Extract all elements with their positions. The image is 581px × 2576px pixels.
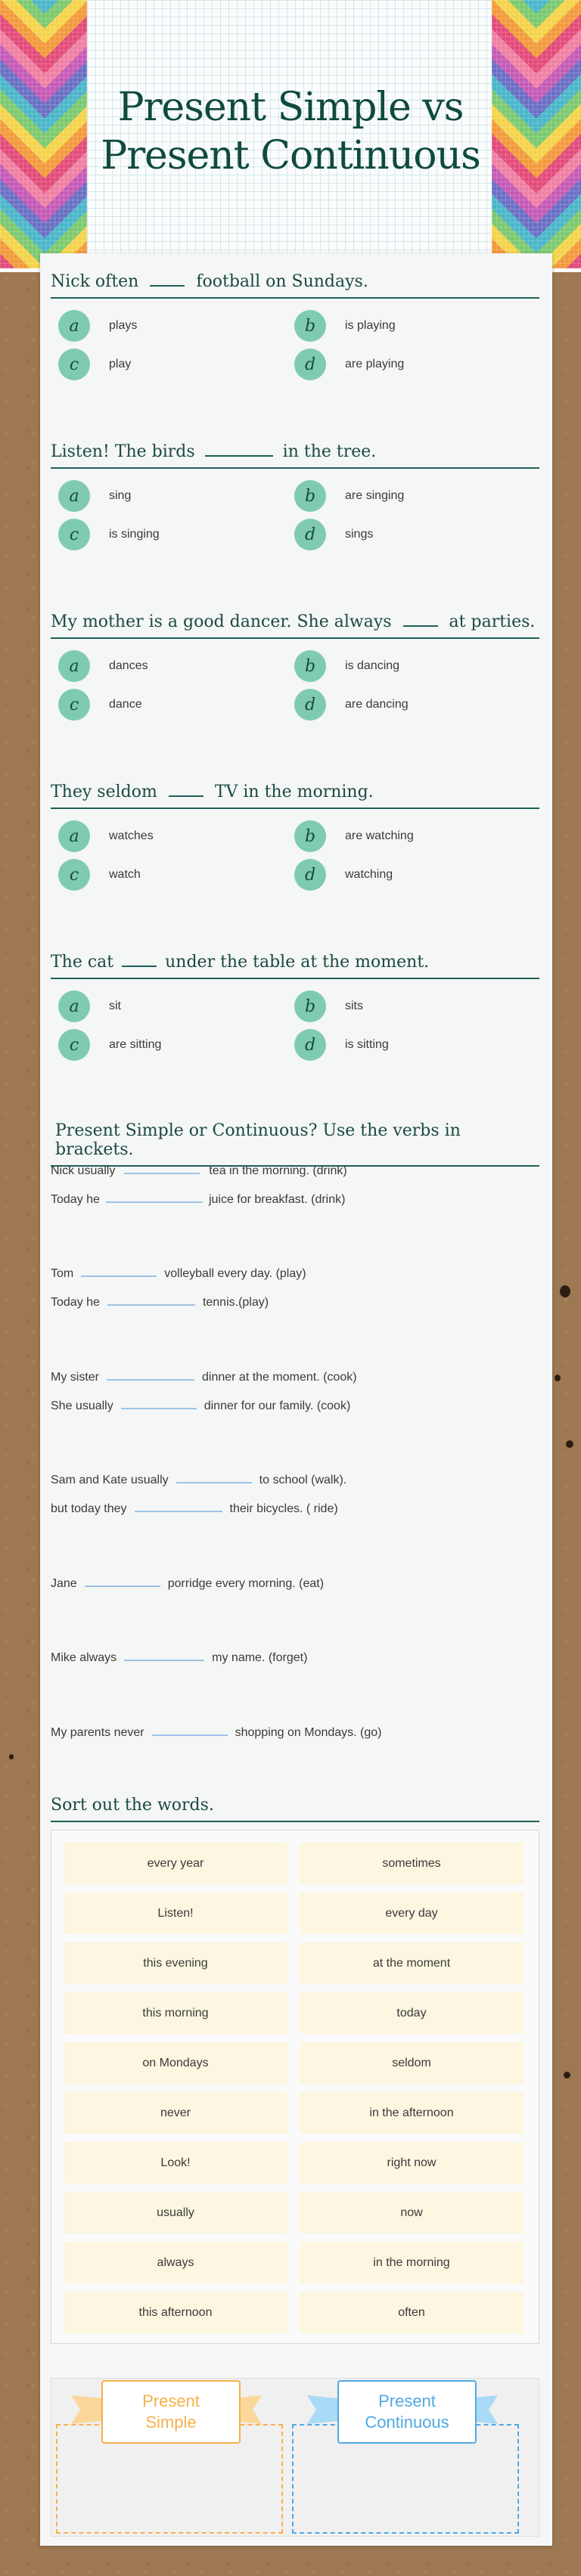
option-letter: a [58,480,90,512]
word-chip[interactable]: this evening [64,1942,287,1984]
option-c[interactable] [58,859,141,891]
option-label: plays [109,319,138,332]
option-label: dance [109,698,142,711]
option-b[interactable] [294,480,404,512]
word-chip[interactable]: Look! [64,2142,287,2184]
option-letter: d [294,1029,326,1061]
word-chip[interactable]: every year [64,1843,287,1884]
option-a[interactable] [58,820,154,852]
answer-input[interactable] [107,1294,195,1306]
option-label: watch [109,868,141,881]
option-b[interactable] [294,650,399,682]
page-title: Present Simple vs Present Continuous [101,85,480,178]
option-label: are singing [345,489,405,502]
category-area [51,2378,539,2537]
fill-line: Jane porridge every morning. (eat) [51,1575,324,1591]
fill-in-title: Present Simple or Continuous? Use the verbs in brackets. [51,1121,539,1167]
answer-blank [403,613,438,627]
option-b[interactable] [294,990,363,1022]
option-letter: c [58,689,90,721]
answer-input[interactable] [107,1369,194,1381]
category-label-present-simple: Present Simple [101,2380,241,2444]
question-2 [51,442,539,552]
option-letter: a [58,820,90,852]
question-text: Listen! The birds in the tree. [51,442,539,469]
option-label: are dancing [345,698,409,711]
fill-line: Sam and Kate usually to school (walk). [51,1471,346,1487]
answer-input[interactable] [124,1162,200,1174]
option-letter: b [294,480,326,512]
ink-splat [566,1440,573,1448]
word-chip[interactable]: in the afternoon [300,2092,524,2134]
option-d[interactable] [294,689,409,721]
option-label: is sitting [345,1038,389,1051]
option-label: dances [109,659,148,672]
fill-line: She usually dinner for our family. (cook) [51,1397,350,1413]
question-text: They seldom TV in the morning. [51,783,539,809]
question-4 [51,783,539,892]
option-letter: a [58,650,90,682]
word-chip[interactable]: in the morning [300,2242,524,2283]
answer-blank [205,443,273,457]
option-letter: c [58,519,90,550]
option-label: sings [345,528,374,541]
answer-input[interactable] [121,1397,197,1409]
word-chip[interactable]: sometimes [300,1843,524,1884]
option-c[interactable] [58,1029,161,1061]
word-chip[interactable]: never [64,2092,287,2134]
option-label: is dancing [345,659,400,672]
word-chip[interactable]: this afternoon [64,2292,287,2333]
fill-line: Mike always my name. (forget) [51,1649,307,1665]
fill-line: My parents never shopping on Mondays. (go) [51,1724,382,1740]
option-label: are watching [345,829,414,842]
option-letter: c [58,859,90,891]
option-d[interactable] [294,349,404,380]
option-letter: b [294,310,326,342]
chevron-pattern-left [0,0,89,268]
option-letter: a [58,990,90,1022]
question-text: The cat under the table at the moment. [51,953,539,979]
word-chip[interactable]: at the moment [300,1942,524,1984]
ink-splat [560,1285,570,1297]
option-label: are sitting [109,1038,162,1051]
sort-title: Sort out the words. [51,1796,539,1822]
worksheet [40,253,552,2546]
option-c[interactable] [58,689,142,721]
header [0,0,581,272]
word-bank [51,1830,539,2344]
word-chip[interactable]: on Mondays [64,2042,287,2084]
question-3 [51,612,539,722]
option-d[interactable] [294,1029,389,1061]
option-a[interactable] [58,480,131,512]
option-letter: d [294,349,326,380]
option-letter: a [58,310,90,342]
question-5 [51,953,539,1062]
word-chip[interactable]: Listen! [64,1892,287,1934]
question-text: My mother is a good dancer. She always at parties. [51,612,539,639]
option-letter: d [294,859,326,891]
ribbon-tail-left [307,2395,337,2424]
option-label: play [109,358,132,370]
ink-splat [555,1375,561,1381]
fill-line: Nick usually tea in the morning. (drink) [51,1162,347,1178]
answer-input[interactable] [106,1191,203,1203]
word-chip[interactable]: usually [64,2192,287,2233]
word-chip[interactable]: often [300,2292,524,2333]
option-letter: d [294,689,326,721]
word-chip[interactable]: right now [300,2142,524,2184]
fill-line: My sister dinner at the moment. (cook) [51,1369,357,1384]
option-letter: b [294,650,326,682]
option-letter: d [294,519,326,550]
option-label: watching [345,868,393,881]
ink-splat [564,2072,570,2078]
option-label: watches [109,829,154,842]
chevron-pattern-right [492,0,581,268]
option-a[interactable] [58,650,148,682]
question-1 [51,272,539,382]
answer-input[interactable] [176,1471,252,1483]
fill-line: Today he tennis.(play) [51,1294,269,1310]
option-d[interactable] [294,519,373,550]
option-letter: c [58,349,90,380]
word-chip[interactable]: this morning [64,1992,287,2034]
option-letter: c [58,1029,90,1061]
answer-input[interactable] [81,1265,157,1277]
sort-section [51,1796,539,1822]
option-label: sing [109,489,132,502]
option-letter: b [294,820,326,852]
word-chip[interactable]: now [300,2192,524,2233]
fill-in-section [51,1121,539,1167]
option-b[interactable] [294,310,396,342]
word-chip[interactable]: always [64,2242,287,2283]
ink-splat [9,1754,14,1759]
fill-line: but today they their bicycles. ( ride) [51,1500,338,1516]
word-chip[interactable]: today [300,1992,524,2034]
word-chip[interactable]: every day [300,1892,524,1934]
option-a[interactable] [58,310,137,342]
option-letter: b [294,990,326,1022]
option-c[interactable] [58,349,131,380]
question-text: Nick often football on Sundays. [51,272,539,299]
option-a[interactable] [58,990,121,1022]
word-chip[interactable]: seldom [300,2042,524,2084]
ribbon-tail-left [71,2395,101,2424]
option-label: are playing [345,358,405,370]
option-label: is playing [345,319,396,332]
option-c[interactable] [58,519,160,550]
category-label-present-continuous: Present Continuous [337,2380,477,2444]
answer-input[interactable] [85,1575,160,1587]
fill-line: Today he juice for breakfast. (drink) [51,1191,345,1207]
answer-blank [122,953,157,967]
answer-input[interactable] [152,1724,228,1736]
answer-input[interactable] [124,1649,204,1661]
option-d[interactable] [294,859,393,891]
answer-blank [169,783,204,797]
option-label: sits [345,1000,363,1012]
option-label: is singing [109,528,160,541]
answer-input[interactable] [135,1500,222,1512]
option-b[interactable] [294,820,414,852]
option-label: sit [109,1000,121,1012]
fill-line: Tom volleyball every day. (play) [51,1265,306,1281]
answer-blank [150,273,185,287]
